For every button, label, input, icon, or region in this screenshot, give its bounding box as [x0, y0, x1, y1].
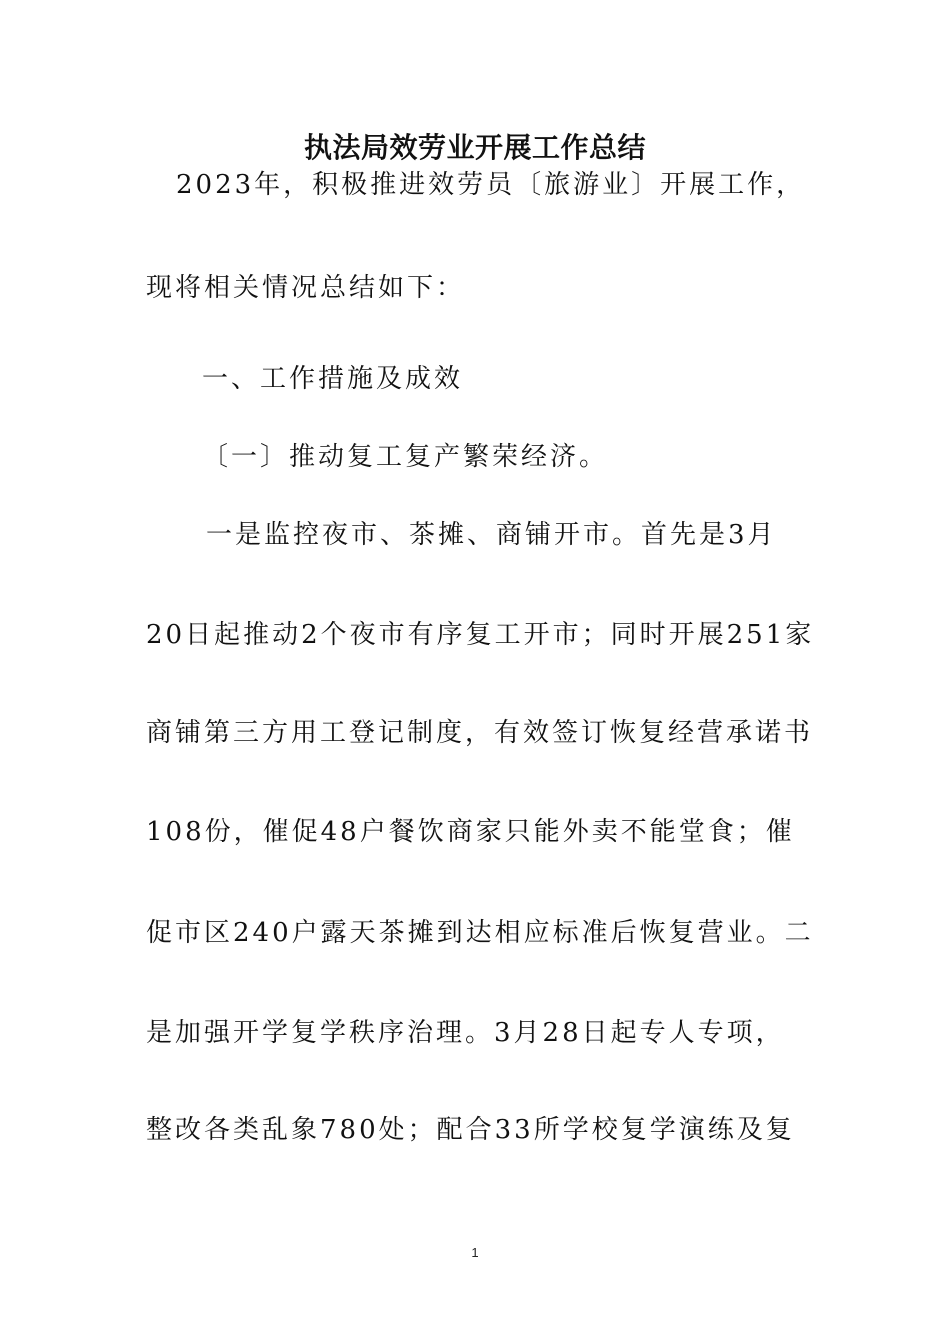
paragraph-line-8: 是加强开学复学秩序治理。3月28日起专人专项，	[146, 1018, 785, 1048]
document-title: 执法局效劳业开展工作总结	[303, 131, 646, 164]
section-heading-1: 一、工作措施及成效	[202, 364, 464, 394]
paragraph-line-9: 整改各类乱象780处；配合33所学校复学演练及复	[146, 1115, 795, 1145]
paragraph-line-6: 108份，催促48户餐饮商家只能外卖不能堂食；催	[146, 817, 795, 847]
paragraph-line-1: 2023年，积极推进效劳员〔旅游业〕开展工作，	[176, 170, 806, 200]
paragraph-line-5: 商铺第三方用工登记制度，有效签订恢复经营承诺书	[146, 718, 814, 748]
subsection-heading-1: 〔一〕推动复工复产繁荣经济。	[202, 442, 609, 472]
page-number: 1	[471, 1245, 479, 1260]
paragraph-line-4: 20日起推动2个夜市有序复工开市；同时开展251家	[146, 620, 815, 650]
paragraph-line-3: 一是监控夜市、茶摊、商铺开市。首先是3月	[206, 520, 777, 550]
paragraph-line-7: 促市区240户露天茶摊到达相应标准后恢复营业。二	[146, 918, 814, 948]
paragraph-line-2: 现将相关情况总结如下：	[146, 273, 466, 303]
